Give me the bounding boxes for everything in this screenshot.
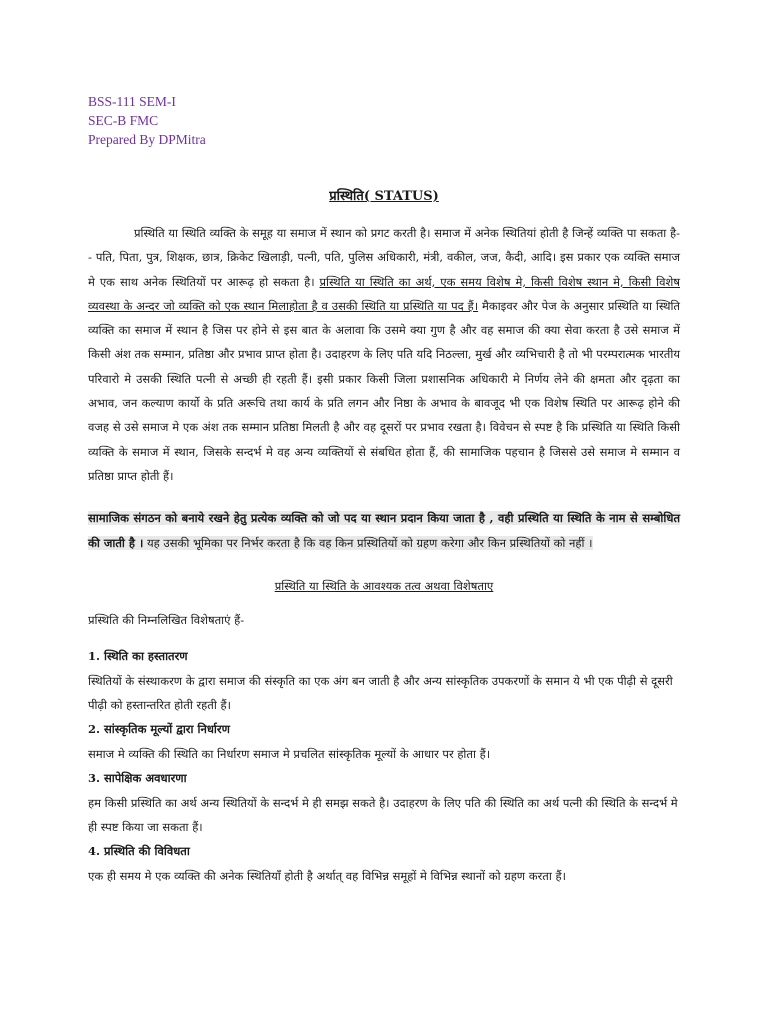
course-code: BSS-111 SEM-I — [88, 94, 176, 109]
highlight-normal-text: यह उसकी भूमिका पर निर्भर करता है कि वह किन प्रस्थितियों को ग्रहण करेगा और किन प्रस्थितियों को नहीं । — [143, 536, 593, 551]
paragraph-text-2: मैकाइवर और पेज के अनुसार प्रस्थिति या स्थिति व्यक्ति का समाज में स्थान है जिस पर होने से इस बात के अलावा कि उसमे क्या गुण है और वह समाज की क्या सेवा करता है उसे समाज में किसी अंश तक सम्मान, प्रतिष्ठा और प्रभाव प्राप्त होता है। उदाहरण के लिए पति यदि निठल्ला, मुर्ख और व्यभिचारी है तो भी परम्परात्मक भारतीय परिवारो मे उसकी स्थिति पत्नी से अच्छी ही रहती हैं। इसी प्रकार किसी जिला प्रशासनिक अधिकारी मे निर्णय लेने की क्षमता और दृढ़ता का अभाव, जन कल्याण कार्यो के प्रति अरूचि तथा कार्य के प्रति लगन और निष्ठा के अभाव के बावजूद भी एक विशेष स्थिति पर आरूढ़ होने की वजह से उसे समाज मे एक अंश तक सम्मान प्रतिष्ठा मिलती है और वह दूसरों पर प्रभाव रखता है। विवेचन से स्पष्ट है कि प्रस्थिति या स्थिति किसी व्यक्ति के समाज में स्थान, जिसके सन्दर्भ मे वह अन्य व्यक्तियों से संबधित होता हैं, की सामाजिक पहचान है जिससे उसे समाज मे सम्मान व प्रतिष्ठा प्राप्त होती हैं। — [88, 298, 680, 483]
highlighted-definition — [88, 506, 680, 556]
main-paragraph — [88, 221, 680, 488]
feature-body-1: स्थितियों के संस्थाकरण के द्वारा समाज की संस्कृति का एक अंग बन जाती है और अन्य सांस्कृतिक उपकरणों के समान ये भी एक पीढ़ी से दूसरी पीढ़ी को हस्तान्तरित होती रहती हैं। — [88, 674, 673, 713]
document-header — [88, 92, 680, 149]
features-list — [88, 646, 680, 888]
feature-body-2: समाज मे व्यक्ति की स्थिति का निर्धारण समाज मे प्रचलित सांस्कृतिक मूल्यों के आधार पर होता हैं। — [88, 747, 491, 762]
author-credit: Prepared By DPMitra — [88, 132, 206, 147]
highlight-bold-text: सामाजिक संगठन को बनाये रखने हेतु प्रत्येक व्यक्ति को जो पद या स्थान प्रदान किया जाता है , वही प्रस्थिति या स्थिति के नाम से सम्बोधित की जाती है । — [88, 511, 680, 551]
feature-body-3: हम किसी प्रस्थिति का अर्थ अन्य स्थितियों के सन्दर्भ मे ही समझ सकते है। उदाहरण के लिए पति की स्थिति का अर्थ पत्नी की स्थिति के सन्दर्भ मे ही स्पष्ट किया जा सकता हैं। — [88, 796, 678, 835]
section-subtitle: प्रस्थिति या स्थिति के आवश्यक तत्व अथवा विशेषताए — [274, 579, 494, 594]
feature-body-4: एक ही समय मे एक व्यक्ति की अनेक स्थितियाँ होती है अर्थात् वह विभिन्न समूहों मे विभिन्न स्थानों को ग्रहण करता हैं। — [88, 869, 566, 884]
document-title: प्रस्थिति( STATUS) — [329, 189, 439, 204]
feature-heading-3: 3. सापेक्षिक अवधारणा — [88, 771, 187, 786]
feature-heading-4: 4. प्रस्थिति की विविधता — [88, 844, 190, 859]
document-page — [88, 92, 680, 888]
features-intro: प्रस्थिति की निम्नलिखित विशेषताएं हैं- — [88, 613, 245, 628]
feature-heading-2: 2. सांस्कृतिक मूल्यों द्वारा निर्धारण — [88, 722, 230, 737]
section-label: SEC-B FMC — [88, 113, 159, 128]
paragraph-text-1: प्रस्थिति या स्थिति व्यक्ति के समूह या समाज में स्थान को प्रगट करती है। समाज में अनेक स्थितियां होती है जिन्हें व्यक्ति पा सकता है-- पति, पिता, पुत्र, शिक्षक, छात्र, क्रिकेट खिलाड़ी, पत्नी, पति, पुलिस अधिकारी, मंत्री, वकील, जज, कैदी, आदि। इस प्रकार एक व्यक्ति समाज मे एक साथ अनेक स्थितियों पर आरूढ़ हो सकता है। — [88, 226, 680, 289]
feature-heading-1: 1. स्थिति का हस्तातरण — [88, 649, 188, 664]
paragraph-underlined-definition: प्रस्थिति या स्थिति का अर्थ, एक समय विशेष मे, किसी विशेष स्थान मे, किसी विशेष व्यवस्था के अन्दर जो व्यक्ति को एक स्थान मिलाहोता है व उसकी स्थिति या प्रस्थिति या पद हैं। — [88, 274, 680, 313]
